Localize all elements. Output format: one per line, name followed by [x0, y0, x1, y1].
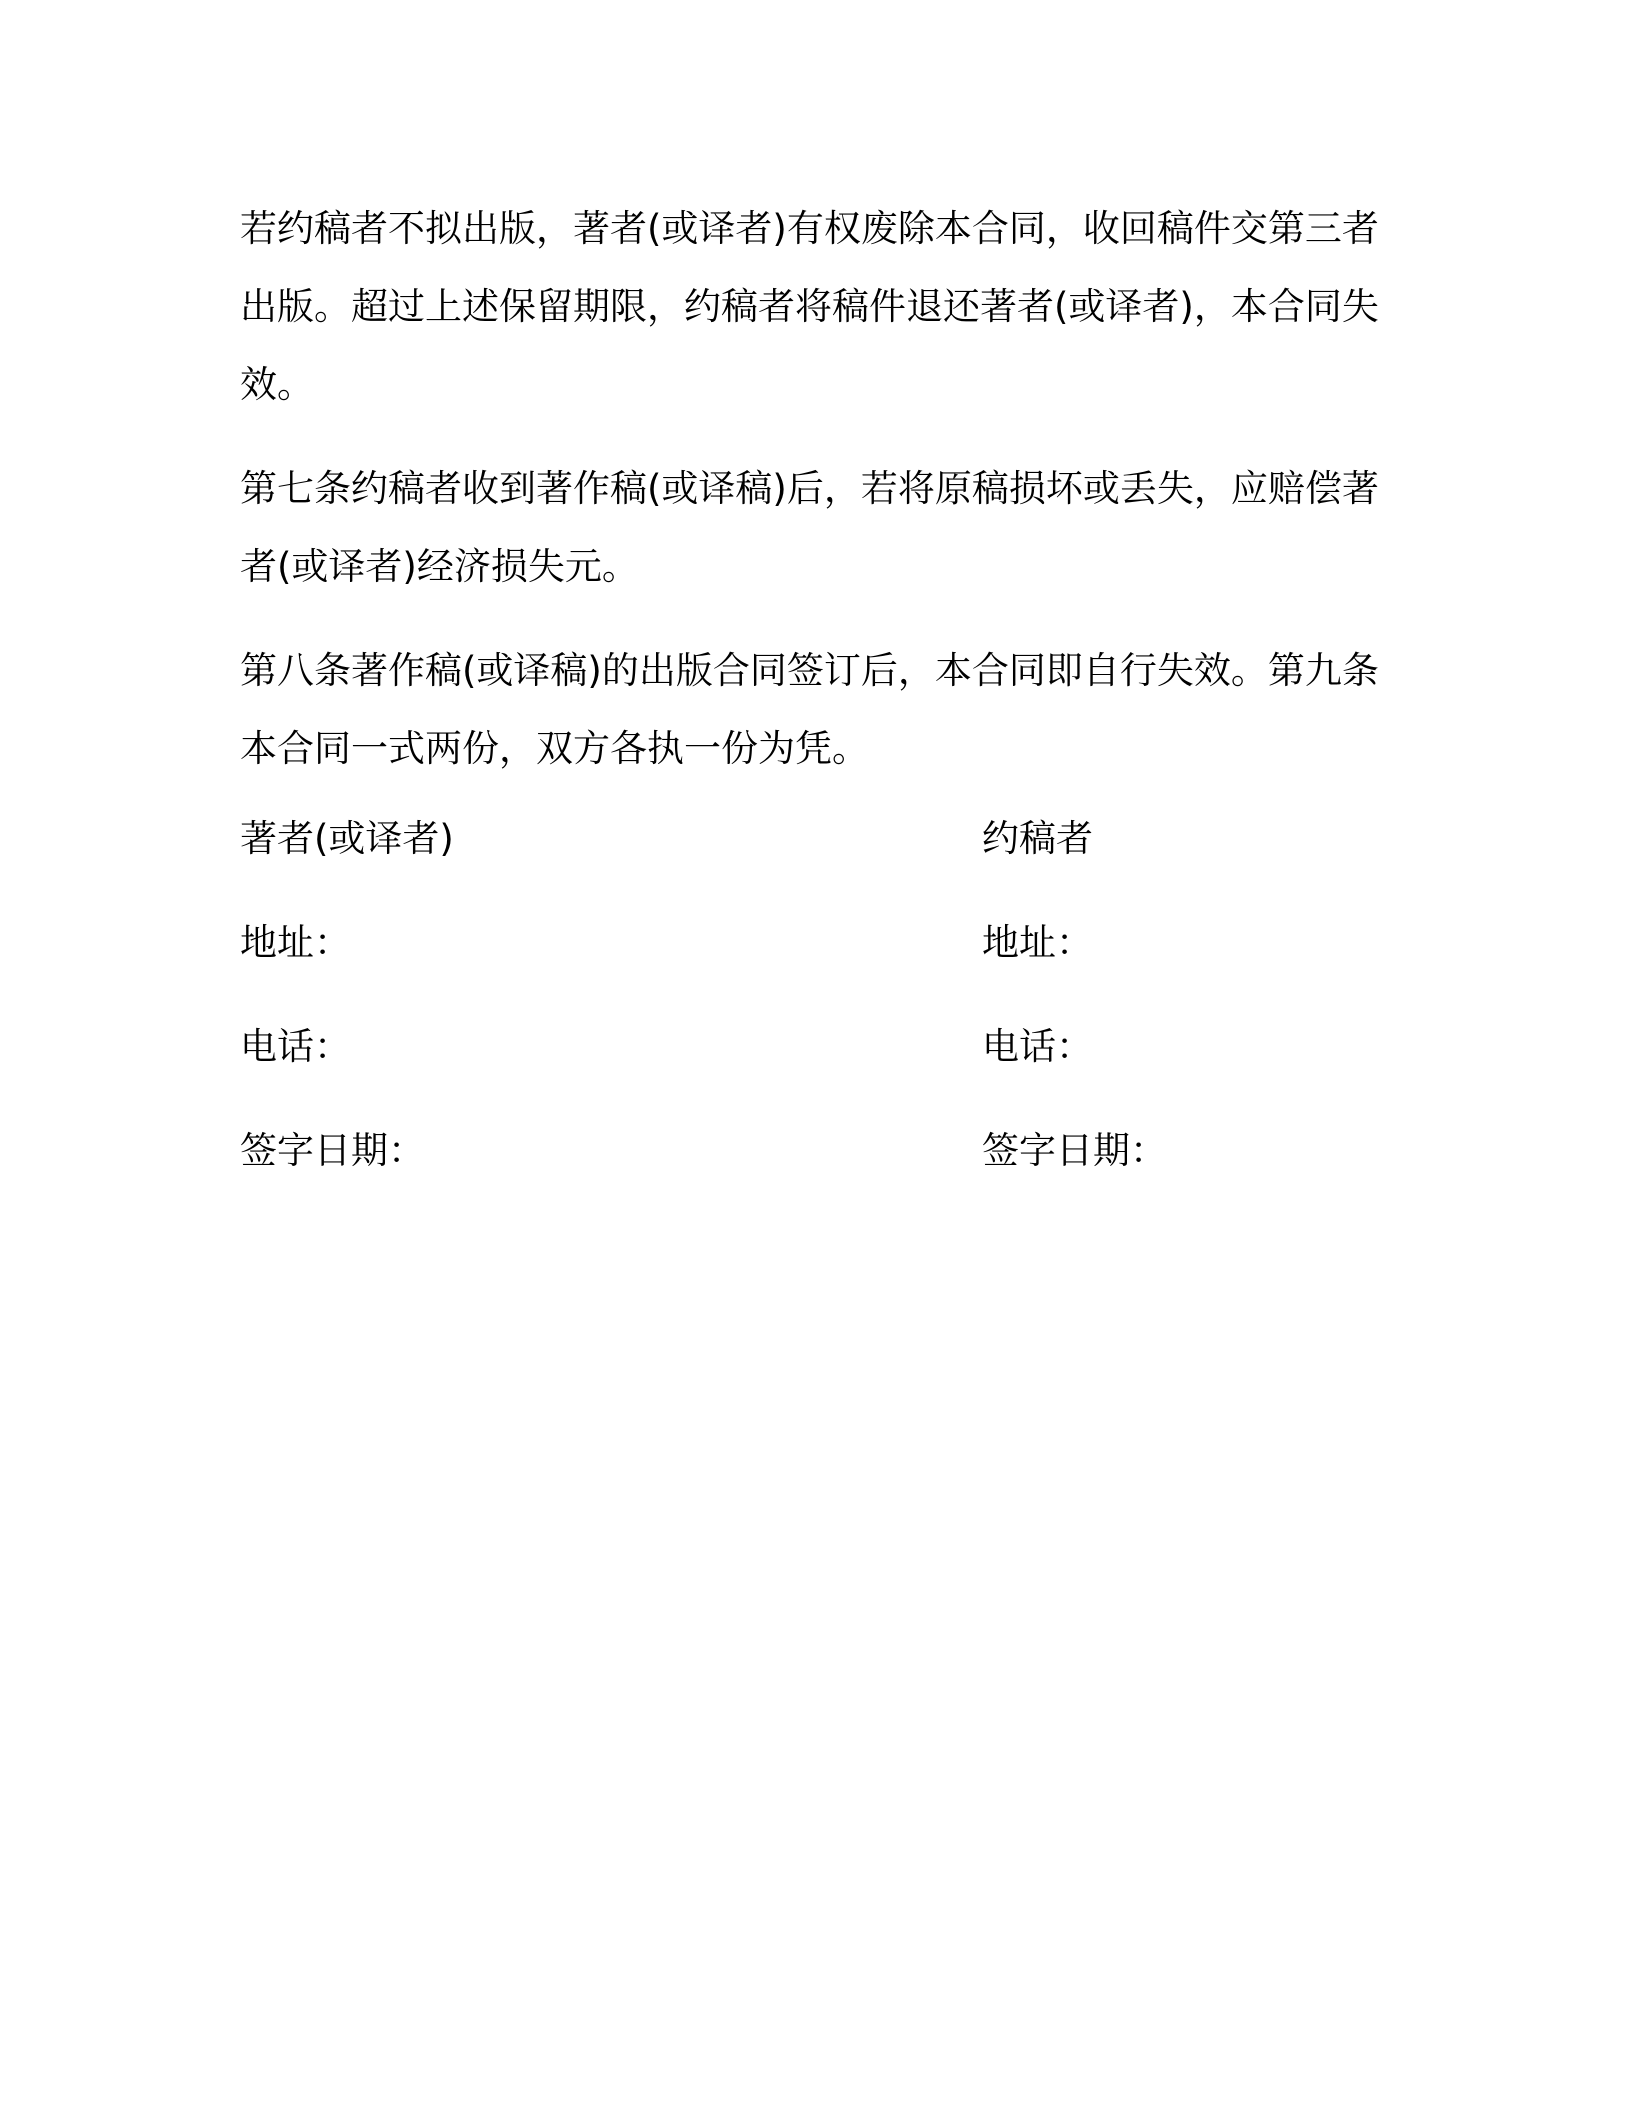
- paragraph-article-7: 第七条约稿者收到著作稿(或译稿)后，若将原稿损坏或丢失，应赔偿著者(或译者)经济损失元。: [240, 467, 1379, 588]
- commissioner-address-label: 地址：: [982, 921, 1093, 964]
- author-date-label: 签字日期：: [240, 1129, 425, 1172]
- author-address-label: 地址：: [240, 921, 351, 964]
- document-page: [240, 190, 1390, 1254]
- commissioner-date-label: 签字日期：: [982, 1129, 1167, 1172]
- signature-block: [240, 814, 1390, 1254]
- paragraph-termination: 若约稿者不拟出版，著者(或译者)有权废除本合同，收回稿件交第三者出版。超过上述保留期限，约稿者将稿件退还著者(或译者)，本合同失效。: [240, 207, 1379, 406]
- author-signature-column: [240, 814, 454, 1230]
- commissioner-signature-column: [982, 814, 1167, 1230]
- commissioner-phone-label: 电话：: [982, 1025, 1093, 1068]
- paragraph-article-8-9: 第八条著作稿(或译稿)的出版合同签订后，本合同即自行失效。第九条本合同一式两份，双方各执一份为凭。: [240, 649, 1379, 770]
- author-phone-label: 电话：: [240, 1025, 351, 1068]
- author-party-label: 著者(或译者): [240, 817, 454, 860]
- commissioner-party-label: 约稿者: [982, 817, 1093, 860]
